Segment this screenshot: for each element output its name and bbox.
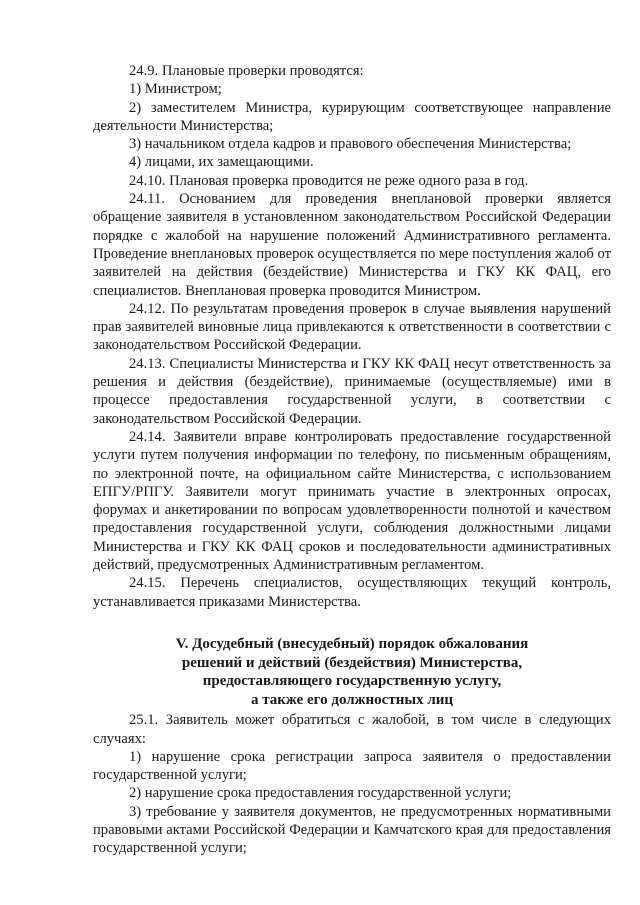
paragraph-24-10: 24.10. Плановая проверка проводится не реже одного раза в год. [129,172,529,189]
list-item-registration-delay: 1) нарушение срока регистрации запроса заявителя о предоставлении государственной услуги; [93,748,611,784]
section-heading-line: а также его должностных лиц [250,691,454,708]
list-item-department-head: 3) начальником отдела кадров и правового обеспечения Министерства; [129,136,572,153]
paragraph-24-13: 24.13. Специалисты Министерства и ГКУ КК ФАЦ несут ответственность за решения и действия (бездействие), принимаемые (осуществляемые) ими в процессе предоставления государственной услуги, в соответствии с законодательством Российской Федерации. [93,355,611,427]
section-heading [93,635,611,709]
list-item-service-delay: 2) нарушение срока предоставления государственной услуги; [129,785,512,802]
list-item-deputy: 2) заместителем Министра, курирующим соответствующее направление деятельности Министерства; [93,99,611,134]
paragraph-24-11: 24.11. Основанием для проведения внеплановой проверки является обращение заявителя в установленном законодательством Российской Федерации порядке с жалобой на нарушение положений Административного регламента. Проведение внеплановых проверок осуществляется по мере поступления жалоб от заявителей на действия (бездействие) Министерства и ГКУ КК ФАЦ, его специалистов. Внеплановая проверка проводится Министром. [93,191,611,299]
paragraph-24-15: 24.15. Перечень специалистов, осуществляющих текущий контроль, устанавливается приказами Министерства. [93,575,611,610]
paragraph-24-12: 24.12. По результатам проведения проверок в случае выявления нарушений прав заявителей виновные лица привлекаются к ответственности в соответствии с законодательством Российской Федерации. [93,300,611,354]
section-heading-line: предоставляющего государственную услугу, [202,673,502,690]
document-body [93,62,611,858]
paragraph-24-9: 24.9. Плановые проверки проводятся: [129,63,364,79]
list-item-substitutes: 4) лицами, их замещающими. [129,154,314,171]
section-heading-line: V. Досудебный (внесудебный) порядок обжалования [175,635,529,652]
section-heading-line: решений и действий (бездействия) Министерства, [181,654,523,671]
paragraph-25-1: 25.1. Заявитель может обратиться с жалобой, в том числе в следующих случаях: [93,712,611,747]
list-item-minister: 1) Министром; [129,81,222,98]
list-item-document-demand: 3) требование у заявителя документов, не предусмотренных нормативными правовыми актами Российской Федерации и Камчатского края для предоставления государственной услуги; [93,803,611,857]
paragraph-24-14: 24.14. Заявители вправе контролировать предоставление государственной услуги путем получения информации по телефону, по письменным обращениям, по электронной почте, на официальном сайте Министерства, с использованием ЕПГУ/РПГУ. Заявители могут принимать участие в электронных опросах, форумах и анкетировании по вопросам удовлетворенности полнотой и качеством предоставления государственной услуги, соблюдения должностными лицами Министерства и ГКУ КК ФАЦ сроков и последовательности административных действий, предусмотренных Административным регламентом. [93,428,611,574]
